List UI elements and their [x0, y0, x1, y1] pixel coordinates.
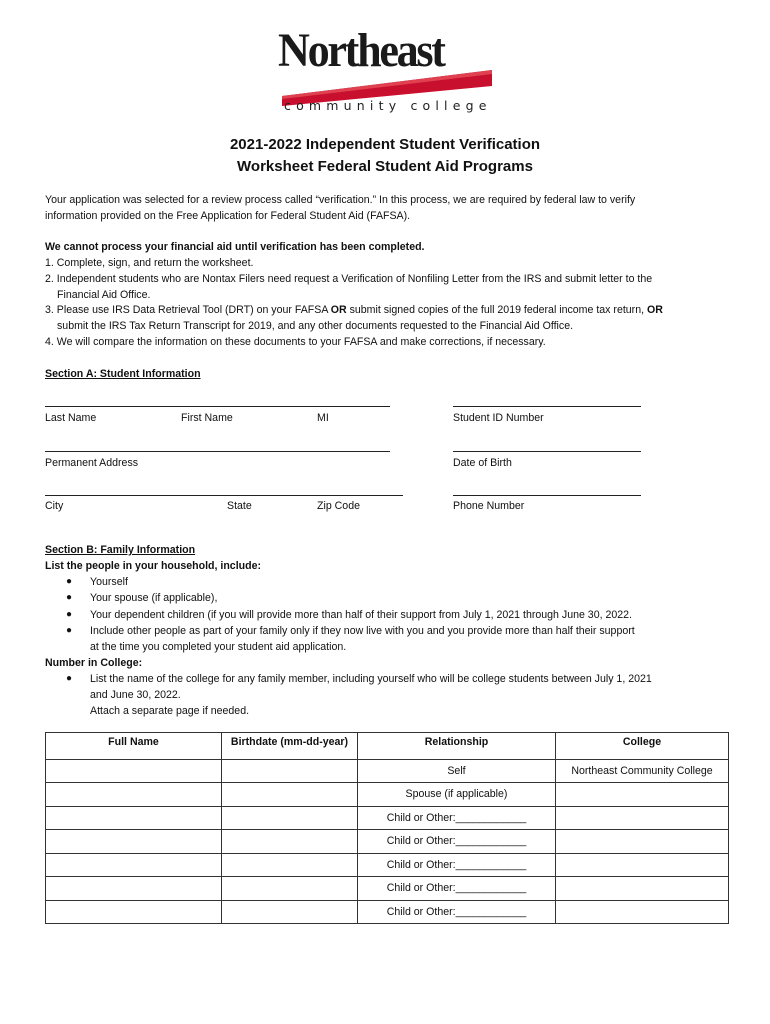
page-title	[0, 134, 770, 178]
number-in-college-heading: Number in College:	[45, 657, 143, 669]
header-birthdate: Birthdate (mm-dd-year)	[222, 733, 358, 760]
section-b-heading: Section B: Family Information	[45, 544, 196, 556]
table-row	[46, 806, 729, 830]
full-name-cell[interactable]	[46, 877, 222, 901]
dob-line[interactable]	[453, 451, 641, 452]
college-cell[interactable]	[556, 853, 729, 877]
relationship-cell[interactable]: Child or Other:____________	[358, 806, 556, 830]
college-bullet-line-2: and June 30, 2022.	[90, 689, 181, 701]
step-3-line-1	[45, 302, 663, 318]
city-state-zip-line[interactable]	[45, 495, 403, 496]
section-a-heading: Section A: Student Information	[45, 368, 201, 380]
full-name-cell[interactable]	[46, 853, 222, 877]
household-bullet-3: Your dependent children (if you will provide more than half of their support from July 1, 2021 through June 30, 2022.	[90, 609, 632, 621]
household-bullet-2: Your spouse (if applicable),	[90, 592, 218, 604]
bullet-icon: ●	[66, 576, 73, 587]
household-bullet-4: Include other people as part of your family only if they now live with you and you provide more than half their support	[90, 625, 635, 637]
address-label: Permanent Address	[45, 457, 139, 469]
birthdate-cell[interactable]	[222, 806, 358, 830]
birthdate-cell[interactable]	[222, 877, 358, 901]
table-row	[46, 783, 729, 807]
header-full-name: Full Name	[46, 733, 222, 760]
household-bullet-4-cont: at the time you completed your student aid application.	[90, 641, 347, 653]
title-line-2: Worksheet Federal Student Aid Programs	[237, 158, 533, 175]
header-relationship: Relationship	[358, 733, 556, 760]
step-3-line-2: submit the IRS Tax Return Transcript for 2019, and any other documents requested to the Financial Aid Office.	[57, 320, 574, 332]
mi-label: MI	[317, 412, 329, 424]
step-2-line-1: 2. Independent students who are Nontax Filers need request a Verification of Nonfiling Letter from the IRS and submit letter to the	[45, 273, 653, 285]
college-logo	[278, 24, 496, 118]
birthdate-cell[interactable]	[222, 830, 358, 854]
intro-line-1: Your application was selected for a review process called “verification.” In this process, we are required by federal law to verify	[45, 194, 636, 206]
relationship-cell[interactable]: Child or Other:____________	[358, 900, 556, 924]
table-row	[46, 830, 729, 854]
bullet-icon: ●	[66, 625, 73, 636]
title-line-1: 2021-2022 Independent Student Verification	[229, 136, 541, 153]
family-table	[45, 732, 729, 924]
college-bullet-line-1: List the name of the college for any family member, including yourself who will be college students between July 1, 2021	[90, 673, 652, 685]
logo-subtitle: community college	[284, 98, 492, 113]
full-name-cell[interactable]	[46, 783, 222, 807]
table-row	[46, 877, 729, 901]
full-name-cell[interactable]	[46, 830, 222, 854]
college-cell[interactable]: Northeast Community College	[556, 759, 729, 783]
full-name-cell[interactable]	[46, 806, 222, 830]
table-header-row	[46, 733, 729, 760]
last-name-label: Last Name	[45, 412, 97, 424]
first-name-label: First Name	[181, 412, 233, 424]
college-cell[interactable]	[556, 783, 729, 807]
state-label: State	[227, 500, 252, 512]
step-3-text-a: 3. Please use IRS Data Retrieval Tool (DRT) on your FAFSA	[45, 304, 331, 316]
attach-page-note: Attach a separate page if needed.	[90, 705, 250, 717]
table-row	[46, 759, 729, 783]
city-label: City	[45, 500, 64, 512]
relationship-cell[interactable]: Child or Other:____________	[358, 877, 556, 901]
college-cell[interactable]	[556, 830, 729, 854]
relationship-cell: Spouse (if applicable)	[358, 783, 556, 807]
address-line[interactable]	[45, 451, 390, 452]
birthdate-cell[interactable]	[222, 783, 358, 807]
college-cell[interactable]	[556, 877, 729, 901]
table-row	[46, 900, 729, 924]
student-id-label: Student ID Number	[453, 412, 544, 424]
step-3-text-b: submit signed copies of the full 2019 federal income tax return,	[346, 304, 647, 316]
relationship-cell[interactable]: Child or Other:____________	[358, 853, 556, 877]
header-college: College	[556, 733, 729, 760]
step-2-line-2: Financial Aid Office.	[57, 289, 151, 301]
full-name-cell[interactable]	[46, 759, 222, 783]
relationship-cell[interactable]: Child or Other:____________	[358, 830, 556, 854]
student-id-line[interactable]	[453, 406, 641, 407]
birthdate-cell[interactable]	[222, 853, 358, 877]
relationship-cell: Self	[358, 759, 556, 783]
intro-line-2: information provided on the Free Application for Federal Student Aid (FAFSA).	[45, 210, 411, 222]
dob-label: Date of Birth	[453, 457, 512, 469]
birthdate-cell[interactable]	[222, 900, 358, 924]
steps-heading: We cannot process your financial aid until verification has been completed.	[45, 241, 425, 253]
full-name-cell[interactable]	[46, 900, 222, 924]
college-cell[interactable]	[556, 900, 729, 924]
bullet-icon: ●	[66, 673, 73, 684]
name-signature-line[interactable]	[45, 406, 390, 407]
college-cell[interactable]	[556, 806, 729, 830]
step-3-or-1: OR	[330, 304, 347, 316]
zip-label: Zip Code	[317, 500, 360, 512]
bullet-icon: ●	[66, 609, 73, 620]
step-3-or-2: OR	[646, 304, 663, 316]
household-bullet-1: Yourself	[90, 576, 128, 588]
phone-line[interactable]	[453, 495, 641, 496]
step-4: 4. We will compare the information on these documents to your FAFSA and make corrections, if necessary.	[45, 336, 546, 348]
birthdate-cell[interactable]	[222, 759, 358, 783]
phone-label: Phone Number	[453, 500, 525, 512]
bullet-icon: ●	[66, 592, 73, 603]
logo-wordmark: Northeast	[278, 24, 444, 77]
table-row	[46, 853, 729, 877]
step-1: 1. Complete, sign, and return the worksheet.	[45, 257, 254, 269]
household-list-heading: List the people in your household, include:	[45, 560, 262, 572]
